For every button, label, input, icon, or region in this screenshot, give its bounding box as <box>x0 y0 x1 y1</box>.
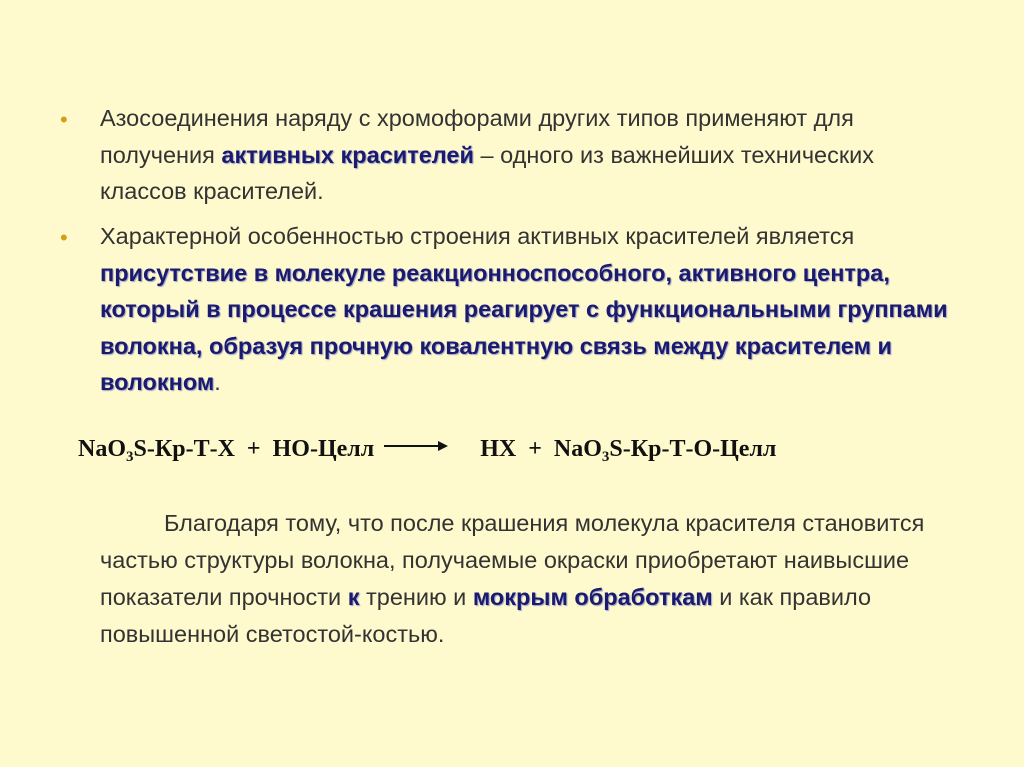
bullet-dot-icon: • <box>60 107 68 132</box>
bullet-text-plain: – одного из важнейших технических классов красителей. <box>100 141 875 204</box>
paragraph-text: Благодаря тому, что после крашения молекула красителя становится частью структуры волокна, получаемые окраски приобретают наивысшие показатели прочности <box>100 510 925 610</box>
product-2-part: S-Кр-Т-О-Целл <box>609 436 777 462</box>
bullet-highlight: активных красителей <box>221 141 474 168</box>
reaction-equation <box>78 436 978 466</box>
paragraph-highlight: мокрым обработкам <box>472 584 713 610</box>
reactant-1-part: NaO <box>78 436 126 462</box>
paragraph-text: и как правило повышенной светостой-костью. <box>100 584 872 647</box>
paragraph-text: трению и <box>359 584 473 610</box>
product-2-subscript: 3 <box>601 449 610 465</box>
reactant-1-part: S-Кр-Т-Х <box>133 436 235 462</box>
bullet-dot-icon: • <box>60 225 68 250</box>
reactant-2: НО-Целл <box>272 436 375 462</box>
product-1: НХ <box>480 436 517 462</box>
conclusion-paragraph <box>100 505 940 653</box>
bullet-text <box>100 100 960 210</box>
reactant-1 <box>78 436 235 465</box>
bullet-text-plain: Характерной особенностью строения активных красителей является <box>100 223 855 249</box>
product-2-part: NaO <box>553 436 602 462</box>
bullet-text-plain: Азосоединения наряду с хромофорами других типов применяют для получения <box>100 105 854 168</box>
reactant-1-subscript: 3 <box>126 449 134 465</box>
product-2 <box>553 436 777 465</box>
bullet-text <box>100 218 960 401</box>
plus-sign: + <box>246 436 261 462</box>
plus-sign: + <box>528 436 542 462</box>
bullet-highlight: присутствие в молекуле реакционноспособного, активного центра, который в процессе крашения реагирует с функциональными группами волокна, образуя прочную ковалентную связь между красителем и волокном <box>100 259 948 395</box>
paragraph-highlight: к <box>347 584 360 610</box>
reaction-arrow-icon <box>384 441 448 451</box>
bullet-text-plain: . <box>214 369 221 395</box>
